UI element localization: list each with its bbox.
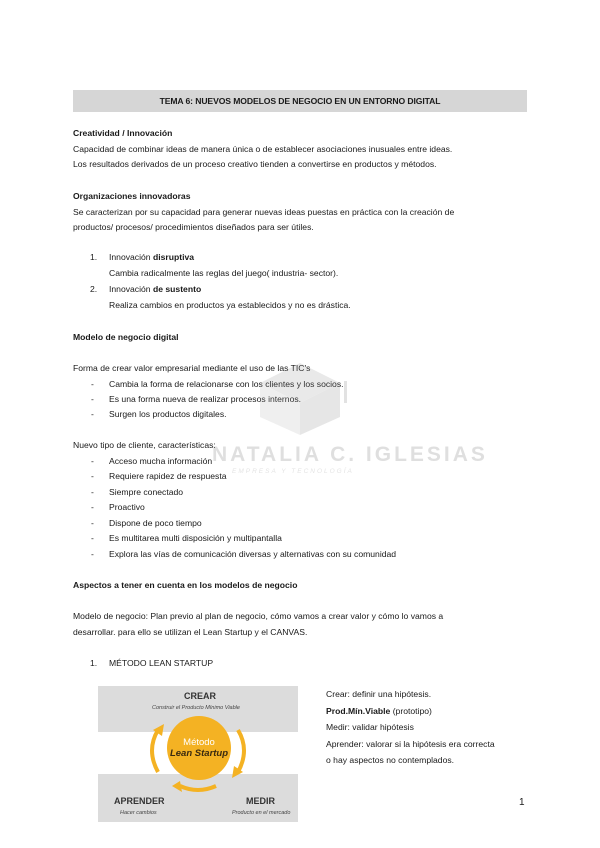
bullet-dash: - [91,394,94,404]
page-number: 1 [519,797,525,808]
list-item: Siempre conectado [109,487,184,497]
bullet-dash: - [91,549,94,559]
list-number: 1. [90,252,98,262]
organizaciones-heading: Organizaciones innovadoras [73,191,191,201]
creatividad-heading: Creatividad / Innovación [73,128,173,138]
medir-subtitle: Producto en el mercado [232,810,291,816]
list-item: Surgen los productos digitales. [109,409,227,419]
bullet-dash: - [91,471,94,481]
lean-note: Crear: definir una hipótesis. [326,689,432,699]
organizaciones-section [73,189,533,236]
modelo-digital-heading: Modelo de negocio digital [73,332,179,342]
cliente-intro: Nuevo tipo de cliente, características: [73,440,216,450]
creatividad-line-2: Los resultados derivados de un proceso creativo tienden a convertirse en productos y métodos. [73,159,437,169]
aspectos-section [73,609,533,640]
bullet-dash: - [91,409,94,419]
lean-note-bold: Prod.Mín.Viable [326,705,391,716]
bullet-dash: - [91,533,94,543]
method-label: MÉTODO LEAN STARTUP [109,658,214,668]
list-number: 1. [90,658,98,668]
watermark-tagline: EMPRESA Y TECNOLOGÍA [232,468,354,475]
list-item [109,250,569,281]
lean-notes [326,686,536,769]
list-item: Cambia la forma de relacionarse con los clientes y los socios. [109,379,344,389]
lean-note: Aprender: valorar si la hipótesis era correcta [326,738,495,749]
item-desc: Cambia radicalmente las reglas del juego( industria- sector). [109,267,339,278]
circle-line-2: Lean Startup [169,748,229,759]
list-item: Es una forma nueva de realizar procesos internos. [109,394,302,404]
list-item: Requiere rapidez de respuesta [109,471,227,481]
lean-startup-circle [167,716,231,780]
lean-note: o hay aspectos no contemplados. [326,755,455,765]
organizaciones-line-2: productos/ procesos/ procedimientos diseñados para ser útiles. [73,222,314,232]
list-item [109,282,569,313]
item-label-bold: de sustento [152,284,202,294]
lean-startup-diagram [98,686,298,822]
item-label: Innovación [109,252,153,262]
list-item: Dispone de poco tiempo [109,518,202,528]
list-number: 2. [90,284,98,294]
list-item: Acceso mucha información [109,456,213,466]
crear-subtitle: Construir el Producto Mínimo Viable [152,705,240,711]
creatividad-line-1: Capacidad de combinar ideas de manera única o de establecer asociaciones inusuales entre ideas. [73,143,453,154]
aspectos-line-1: Modelo de negocio: Plan previo al plan de negocio, cómo vamos a crear valor y cómo lo vamos a [73,611,444,621]
list-item: Proactivo [109,502,145,512]
bullet-dash: - [91,518,94,528]
item-desc: Realiza cambios en productos ya establecidos y no es drástica. [109,299,351,310]
bullet-dash: - [91,456,94,466]
aprender-title: APRENDER [114,796,165,806]
aspectos-heading: Aspectos a tener en cuenta en los modelos de negocio [73,580,298,590]
bullet-dash: - [91,379,94,389]
lean-note: Medir: validar hipótesis [326,722,414,732]
bullet-dash: - [91,502,94,512]
watermark-name: NATALIA C. IGLESIAS [212,443,488,466]
aspectos-line-2: desarrollar. para ello se utilizan el Lean Startup y el CANVAS. [73,626,308,637]
crear-title: CREAR [184,691,217,701]
list-item: Explora las vías de comunicación diversas y alternativas con su comunidad [109,549,397,559]
creatividad-section [73,126,533,173]
medir-title: MEDIR [246,796,275,806]
organizaciones-line-1: Se caracterizan por su capacidad para generar nuevas ideas puestas en práctica con la creación de [73,206,455,217]
modelo-digital-intro: Forma de crear valor empresarial mediante el uso de las TIC's [73,363,311,373]
bullet-dash: - [91,487,94,497]
item-label: Innovación [109,284,153,294]
page-title: TEMA 6: NUEVOS MODELOS DE NEGOCIO EN UN ENTORNO DIGITAL [73,90,527,112]
aprender-subtitle: Hacer cambios [120,810,157,816]
lean-note: (prototipo) [390,705,432,716]
item-label-bold: disruptiva [152,252,195,262]
circle-line-1: Método [183,737,215,748]
list-item: Es multitarea multi disposición y multipantalla [109,533,282,543]
